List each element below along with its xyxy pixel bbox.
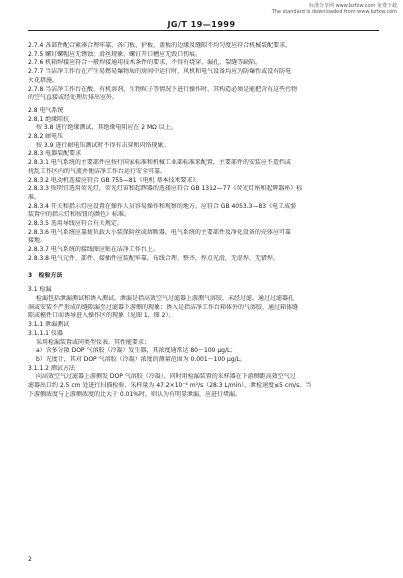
- clause-2-7-7-line-1: 2.7.7 当洁净工作台在产生易燃易爆物质的房间中运行时，风机和电气设备均应为防爆性或设有防电: [28, 68, 292, 76]
- clause-2-7-8-line-1: 2.7.8 当洁净工作台在酸、有机溶剂、生物粒子等情况下进行操作时，其构造必须是能把含有这些污物: [28, 85, 298, 93]
- clause-2-7-4-line: 2.7.4 各部件配合紧凑合理牢靠，各门板、护板、盖板的边缘及缝隙不均匀度应符合机械装配要求。: [28, 42, 292, 49]
- clause-3-1-heading: 3.1 检漏: [28, 286, 52, 294]
- clause-3-1-1-2-heading: 3.1.1.2 测试方法: [28, 364, 75, 372]
- clause-3-1-1-2-line-3: 下游侧浓度与上游侧浓度的比大于 0.01%时，则认为有明显泄漏，应进行堵漏。: [28, 390, 241, 398]
- standard-number-header: JG/T 19—1999: [167, 20, 236, 29]
- clause-3-1-1-1-heading: 3.1.1.1 仪器: [28, 329, 63, 337]
- clause-2-8-3-5-line: 2.8.3.5 选用导线应符合有关规定。: [28, 220, 123, 228]
- clause-3-1-text-line-2: 洞或安装不严形成的缝隙漏至过滤器下游侧的现象；诱入是指洁净工作台箱体外的气溶胶，通过箱体缝: [28, 303, 299, 311]
- section-3-heading: [28, 272, 379, 281]
- section-3-title: 检验方法: [38, 271, 63, 279]
- clause-2-8-2-text: 按 3.9 进行耐电压测试时不得有击穿和闪络现象。: [36, 141, 170, 149]
- watermark: [272, 3, 397, 15]
- clause-2-8-1-text: 按 3.8 进行绝缘测试，其绝缘电阻应在 2 MΩ 以上。: [36, 124, 177, 132]
- clause-2-7-8-line-2: 的空气直接或经处理后排出室外。: [28, 94, 119, 102]
- clause-3-1-1-2-line-2: 滤器出口约 2.5 cm 处进行扫描检验，采样量为 47.2×10⁻⁶ m³/s（28.3 L/min），泄检速度≤5 cm/s。当: [28, 382, 312, 390]
- clause-2-8-3-6-line-1: 2.8.3.6 电气系统应靠拢负载大小装保险丝或熔断器，电气系统的主要部件及净化设备的壳体应可靠: [28, 228, 291, 236]
- clause-2-8-2-heading: 2.8.2 耐电压: [28, 133, 64, 141]
- watermark-line-1: 标准分享网 www.bzfxw.com 免费下载: [309, 3, 397, 9]
- clause-2-8-heading: 2.8 电气系统: [28, 106, 64, 114]
- clause-3-1-1-2-line-1: 向高效空气过滤器上游侧发 DOP 气溶胶（冷凝），同时用检漏装置的采样器在下游侧距高效空气过: [36, 373, 296, 381]
- clause-3-1-1-1-text: 采用检漏装置或同类型仪表。其性能要求：: [36, 338, 151, 346]
- clause-3-1-1-heading: 3.1.1 泄漏测试: [28, 321, 70, 329]
- header-rule: [28, 30, 379, 31]
- watermark-line-2: The standard is downloaded from www.bzfxw.com: [271, 9, 397, 15]
- clause-2-8-3-7-line: 2.8.3.7 电气系统的接线图应贴在洁净工作台上。: [28, 246, 159, 254]
- clause-2-8-3-4-line-1: 2.8.3.4 开关和指示灯应设置在操作人员容易操作和观察的地方。应符合 GB 4053.3—83《电工成套: [28, 202, 297, 210]
- clause-2-8-3-4-line-2: 装置中的指示灯和按钮的颜色》标准。: [28, 211, 131, 219]
- clause-2-8-3-3-line-1: 2.8.3.3 照明宜选用荧光灯，荧光灯宙和起辉器的选择应符合 GB 1312—77《荧光灯座和起辉器座》标: [28, 185, 303, 193]
- document-body: [28, 42, 379, 399]
- clause-2-8-3-3-line-2: 准。: [28, 193, 41, 201]
- clause-2-8-3-1-line-2: 扰乱工作区内的气流并便洁净工作台运行安全可靠。: [28, 167, 167, 175]
- section-3-number: 3: [28, 271, 33, 279]
- page-number: 2: [28, 556, 32, 563]
- clause-2-8-1-heading: 2.8.1 绝缘阻抗: [28, 115, 70, 123]
- clause-2-7-7-line-2: 火花措施。: [28, 76, 59, 84]
- clause-3-1-1-1-item-b: b）光度计，其对 DOP 气溶胶（冷凝）浓度的测量范围为 0.001～100 μg/L。: [36, 355, 247, 363]
- clause-2-8-3-6-line-2: 接地。: [28, 237, 47, 245]
- clause-3-1-text-line-3: 隙或模件口而诱导进入操作区的现象（见图 1，图 2）。: [28, 312, 175, 320]
- clause-2-8-3-8-line: 2.8.3.8 电气元件、部件、接插件应装配牢靠，布线合理、整齐，焊点光滑，无虚焊、无错焊。: [28, 254, 279, 262]
- clause-2-8-3-heading: 2.8.3 电器装配要求: [28, 150, 82, 158]
- clause-2-8-3-2-line: 2.8.3.2 电动机连接应符合 GB 755—81《电机 基本技术要求》。: [28, 176, 202, 184]
- clause-3-1-1-1-item-a: a）含多分散 DOP 气溶胶（冷凝）发生器，其浓度通常达 80～100 μg/L；: [36, 347, 237, 355]
- clause-2-7-5-line: 2.7.5 螺钉螺帽应无锈蚀、滑丝现象，螺钉开口槽应无毁口伤痕。: [28, 50, 202, 58]
- clause-2-8-3-1-line-1: 2.8.3.1 电气系统的主要部件应按行国家标准和机械工业部标准来配置，主要部件的安装应不造挡或: [28, 159, 291, 167]
- clause-3-1-text-line-1: 检漏包括泄漏测试和诱入测试。泄漏是指高效空气过滤器上游测气溶胶，未经过滤，通过过滤器孔: [36, 294, 295, 302]
- clause-2-7-6-line: 2.7.6 机箱焊接应符合一般焊接通用技术条件的要求，不得有烧穿、漏孔、裂缝等缺陷。: [28, 59, 262, 67]
